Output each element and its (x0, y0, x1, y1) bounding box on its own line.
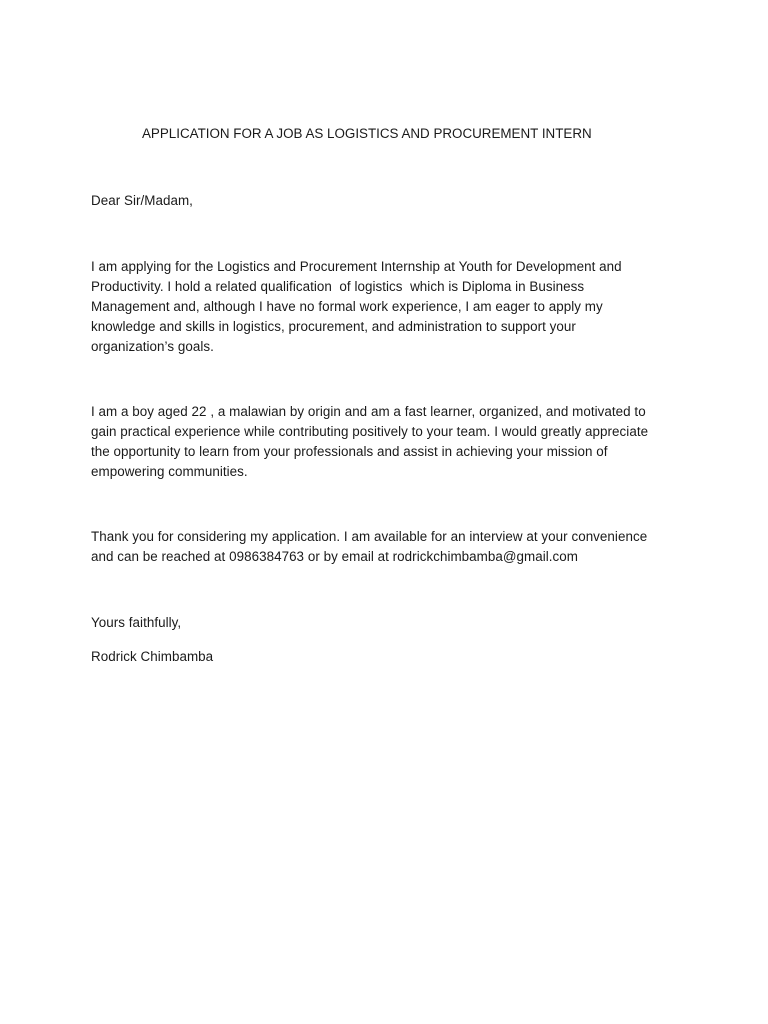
closing: Yours faithfully, (91, 615, 182, 630)
body-paragraph-2: I am a boy aged 22 , a malawian by origin and am a fast learner, organized, and motivated to gain practical experience while contributing positively to your team. I would greatly appreciate the opportunity to learn from your professionals and assist in achieving your mission of empowering communities. (91, 404, 649, 479)
body-paragraph-3: Thank you for considering my application. I am available for an interview at your convenience and can be reached at 0986384763 or by email at rodrickchimbamba@gmail.com (91, 529, 648, 564)
salutation: Dear Sir/Madam, (91, 193, 193, 208)
letter-title: APPLICATION FOR A JOB AS LOGISTICS AND PROCUREMENT INTERN (142, 126, 592, 141)
body-paragraph-1: I am applying for the Logistics and Procurement Internship at Youth for Development and Productivity. I hold a related qualification of logistics which is Diploma in Business Management and, although I have no formal work experience, I am eager to apply my knowledge and skills in logistics, procurement, and administration to support your organization’s goals. (91, 259, 622, 354)
signature-name: Rodrick Chimbamba (91, 649, 214, 664)
